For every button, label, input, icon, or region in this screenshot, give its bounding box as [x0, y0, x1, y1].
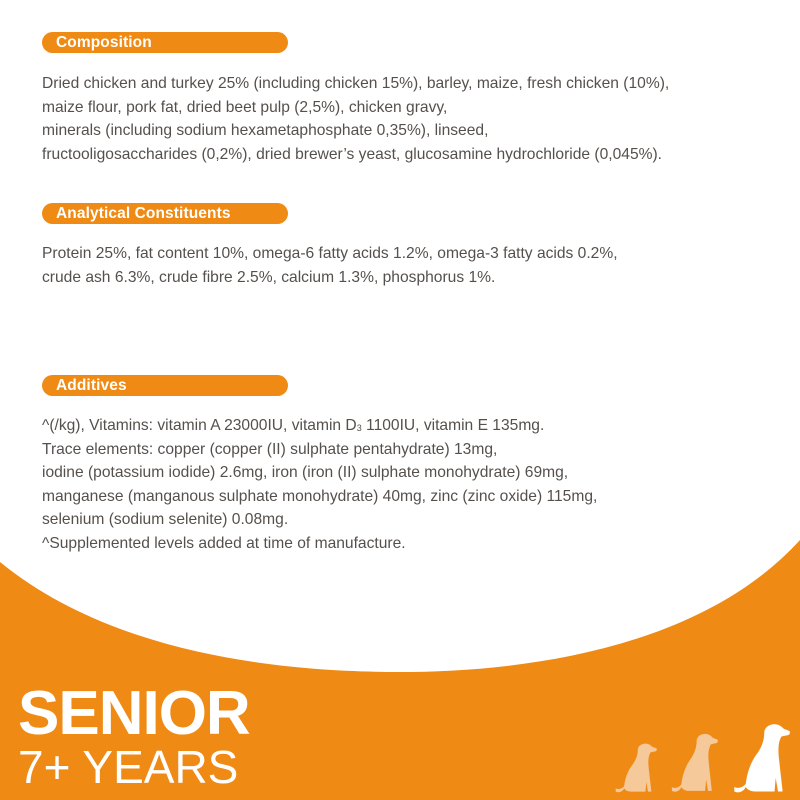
additives-line	[42, 414, 597, 438]
additives-line: selenium (sodium selenite) 0.08mg.	[42, 511, 289, 528]
additives-text	[42, 414, 597, 555]
dogs-group	[612, 722, 800, 794]
composition-heading: Composition	[42, 32, 288, 53]
composition-line: maize flour, pork fat, dried beet pulp (2,5%), chicken gravy,	[42, 98, 448, 116]
dog-sitting-icon	[616, 744, 657, 793]
subscript-3: 3	[356, 423, 362, 433]
additives-line: ^Supplemented levels added at time of manufacture.	[42, 534, 406, 552]
additives-line: manganese (manganous sulphate monohydrate) 40mg, zinc (zinc oxide) 115mg,	[42, 487, 598, 505]
analytical-constituents-text	[42, 242, 618, 289]
dog-sitting-icon	[672, 734, 718, 792]
additives-vitamins-pre: ^(/kg), Vitamins: vitamin A 23000IU, vitamin D	[42, 417, 357, 434]
additives-heading: Additives	[42, 375, 288, 396]
composition-line: Dried chicken and turkey 25% (including chicken 15%), barley, maize, fresh chicken (10%),	[42, 75, 670, 92]
life-stage-title: SENIOR	[18, 679, 250, 748]
analytical-constituents-heading: Analytical Constituents	[42, 203, 288, 224]
additives-line: Trace elements: copper (copper (II) sulphate pentahydrate) 13mg,	[42, 440, 498, 458]
additives-line: iodine (potassium iodide) 2.6mg, iron (iron (II) sulphate monohydrate) 69mg,	[42, 464, 569, 481]
additives-vitamins-post: 1100IU, vitamin E 135mg.	[361, 417, 545, 434]
dog-sitting-icon	[734, 724, 790, 792]
life-stage-age: 7+ YEARS	[18, 741, 239, 793]
composition-text	[42, 72, 669, 166]
composition-line: minerals (including sodium hexametaphosphate 0,35%), linseed,	[42, 122, 489, 139]
analytical-line: crude ash 6.3%, crude fibre 2.5%, calcium 1.3%, phosphorus 1%.	[42, 268, 496, 286]
composition-line: fructooligosaccharides (0,2%), dried brewer’s yeast, glucosamine hydrochloride (0,045%).	[42, 145, 663, 163]
analytical-line: Protein 25%, fat content 10%, omega-6 fatty acids 1.2%, omega-3 fatty acids 0.2%,	[42, 245, 618, 262]
